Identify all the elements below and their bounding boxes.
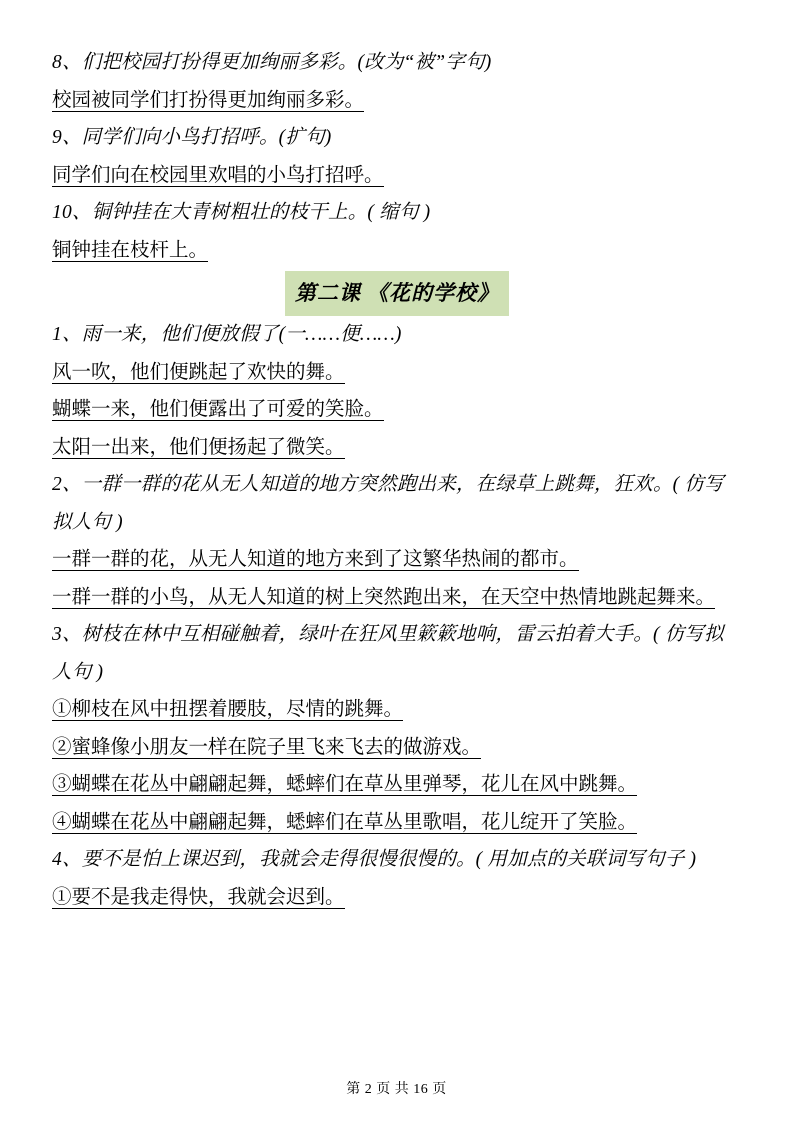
exercise-question: 4、要不是怕上课迟到，我就会走得很慢很慢的。( 用加点的关联词写句子 ) <box>52 849 697 870</box>
exercise-question: 3、树枝在林中互相碰触着，绿叶在狂风里簌簌地响，雷云拍着大手。( 仿写拟人句 ) <box>52 624 724 683</box>
exercise-question: 9、同学们向小鸟打招呼。(扩句) <box>52 127 332 148</box>
exercise-question: 10、铜钟挂在大青树粗壮的枝干上。( 缩句 ) <box>52 202 431 223</box>
exercise-answer <box>52 429 742 467</box>
answer-text: 风一吹，他们便跳起了欢快的舞。 <box>52 361 345 383</box>
exercise-answer <box>52 579 742 617</box>
exercise-answer <box>52 391 742 429</box>
answer-text: 铜钟挂在枝杆上。 <box>52 239 209 261</box>
exercise-question: 1、雨一来，他们便放假了(一……便……) <box>52 324 402 345</box>
answer-text: 一群一群的小鸟，从无人知道的树上突然跑出来，在天空中热情地跳起舞来。 <box>52 586 716 608</box>
exercise-answer <box>52 804 742 842</box>
document-body <box>52 44 742 916</box>
answer-text: ②蜜蜂像小朋友一样在院子里飞来飞去的做游戏。 <box>52 736 482 758</box>
answer-text: 蝴蝶一来，他们便露出了可爱的笑脸。 <box>52 399 384 420</box>
answer-text: ④蝴蝶在花丛中翩翩起舞，蟋蟀们在草丛里歌唱，花儿绽开了笑脸。 <box>52 811 638 833</box>
exercise-answer <box>52 729 742 767</box>
page-footer: 第 2 页 共 16 页 <box>346 1082 447 1097</box>
exercise-answer <box>52 766 742 804</box>
answer-text: ①要不是我走得快，我就会迟到。 <box>52 886 345 908</box>
answer-text: 同学们向在校园里欢唱的小鸟打招呼。 <box>52 164 384 186</box>
exercise-answer <box>52 879 742 917</box>
exercise-answer <box>52 157 742 195</box>
answer-text: 一群一群的花，从无人知道的地方来到了这繁华热闹的都市。 <box>52 549 579 570</box>
answer-text: ③蝴蝶在花丛中翩翩起舞，蟋蟀们在草丛里弹琴，花儿在风中跳舞。 <box>52 774 638 795</box>
section-heading: 第二课 《花的学校》 <box>285 271 509 316</box>
exercise-answer <box>52 541 742 579</box>
answer-text: ①柳枝在风中扭摆着腰肢，尽情的跳舞。 <box>52 699 404 720</box>
answer-text: 太阳一出来，他们便扬起了微笑。 <box>52 436 345 458</box>
exercise-answer <box>52 82 742 120</box>
exercise-answer <box>52 354 742 392</box>
exercise-question: 8、们把校园打扮得更加绚丽多彩。(改为“被”字句) <box>52 52 492 73</box>
exercise-answer <box>52 232 742 270</box>
section-heading-row <box>52 271 742 316</box>
exercise-answer <box>52 691 742 729</box>
answer-text: 校园被同学们打扮得更加绚丽多彩。 <box>52 89 365 111</box>
exercise-question: 2、一群一群的花从无人知道的地方突然跑出来，在绿草上跳舞，狂欢。( 仿写拟人句 ) <box>52 474 724 533</box>
